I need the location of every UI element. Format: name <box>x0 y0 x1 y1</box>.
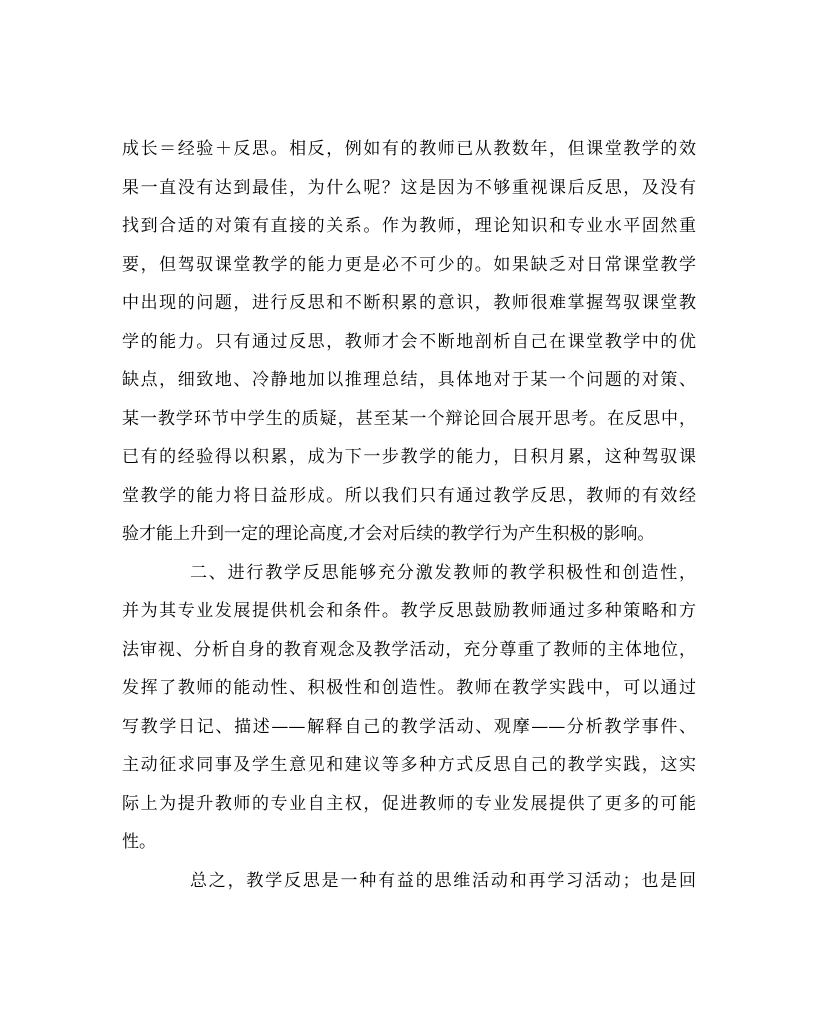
text-line: 已有的经验得以积累，成为下一步教学的能力，日积月累，这种驾驭课 <box>122 447 696 467</box>
text-line: 某一教学环节中学生的质疑，甚至某一个辩论回合展开思考。在反思中， <box>122 408 696 429</box>
text-line: 验才能上升到一定的理论高度,才会对后续的教学行为产生积极的影响。 <box>122 524 655 544</box>
text-line: 缺点，细致地、冷静地加以推理总结，具体地对于某一个问题的对策、 <box>122 370 696 390</box>
text-line: 性。 <box>122 832 156 852</box>
text-line: 堂教学的能力将日益形成。所以我们只有通过教学反思，教师的有效经 <box>122 485 696 506</box>
text-line: 发挥了教师的能动性、积极性和创造性。教师在教学实践中，可以通过 <box>122 678 696 698</box>
text-line: 要，但驾驭课堂教学的能力更是必不可少的。如果缺乏对日常课堂教学 <box>122 254 696 275</box>
text-line: 果一直没有达到最佳，为什么呢？这是因为不够重视课后反思，及没有 <box>122 177 696 198</box>
text-line: 学的能力。只有通过反思，教师才会不断地剖析自己在课堂教学中的优 <box>122 331 696 352</box>
text-line: 主动征求同事及学生意见和建议等多种方式反思自己的教学实践，这实 <box>122 755 696 775</box>
text-line: 找到合适的对策有直接的关系。作为教师，理论知识和专业水平固然重 <box>122 216 696 236</box>
text-line: 中出现的问题，进行反思和不断积累的意识，教师很难掌握驾驭课堂教 <box>122 293 696 313</box>
text-line: 并为其专业发展提供机会和条件。教学反思鼓励教师通过多种策略和方 <box>122 601 696 621</box>
text-line: 成长＝经验＋反思。相反，例如有的教师已从教数年，但课堂教学的效 <box>122 139 696 159</box>
text-line: 写教学日记、描述——解释自己的教学活动、观摩——分析教学事件、 <box>122 716 696 737</box>
text-line: 二、进行教学反思能够充分激发教师的教学积极性和创造性， <box>190 562 696 583</box>
body-text <box>122 130 696 900</box>
text-line: 总之，教学反思是一种有益的思维活动和再学习活动；也是回 <box>190 870 696 891</box>
text-line: 际上为提升教师的专业自主权，促进教师的专业发展提供了更多的可能 <box>122 793 696 814</box>
text-line: 法审视、分析自身的教育观念及教学活动，充分尊重了教师的主体地位， <box>122 639 696 660</box>
